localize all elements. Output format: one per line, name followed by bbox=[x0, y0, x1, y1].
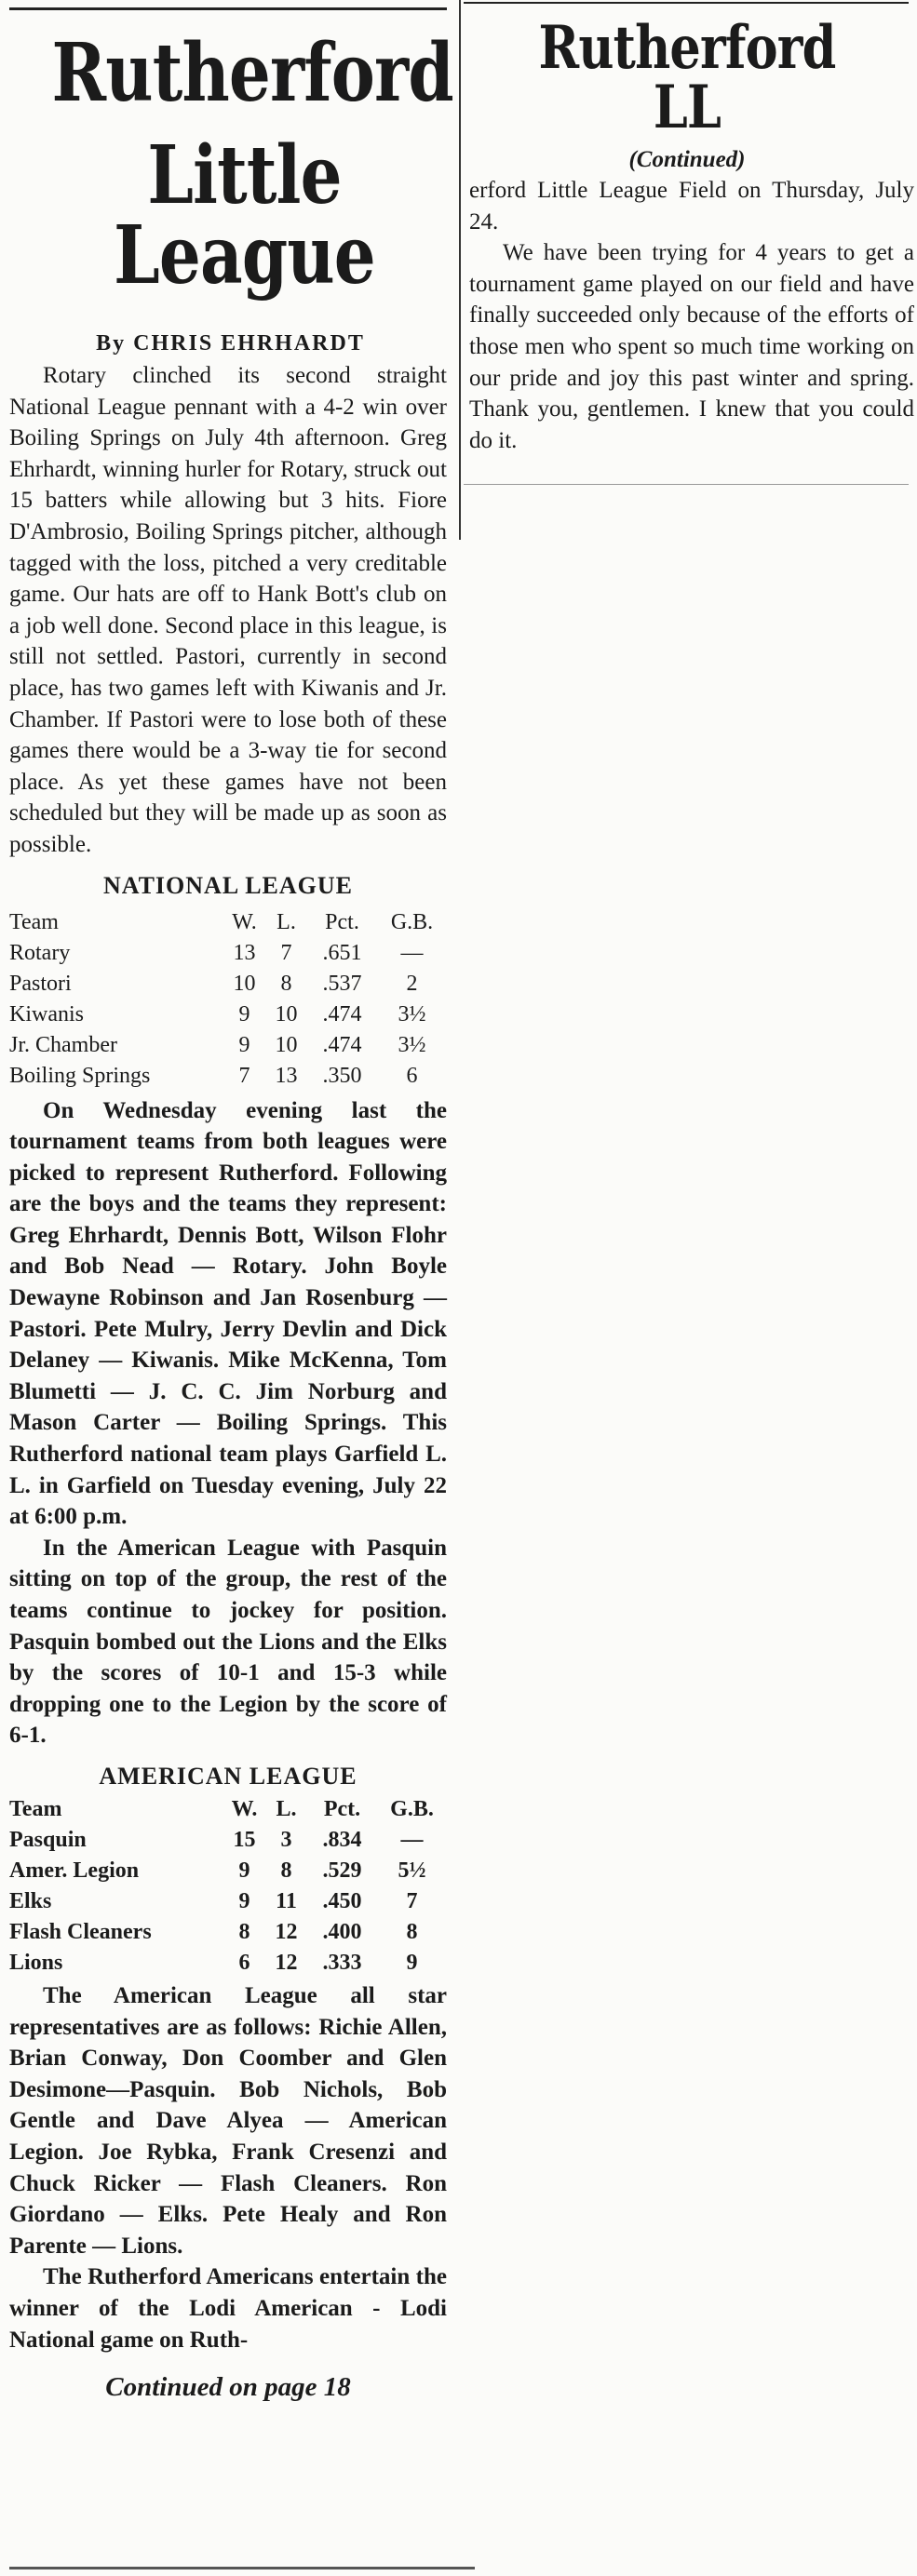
table-row bbox=[9, 969, 447, 1000]
pct: .400 bbox=[322, 1919, 362, 1944]
pct: .834 bbox=[322, 1827, 362, 1852]
team-name: Pasquin bbox=[9, 1827, 87, 1852]
team-name: Lions bbox=[9, 1950, 63, 1975]
wins: 7 bbox=[238, 1063, 250, 1088]
col-gb: G.B. bbox=[390, 909, 434, 934]
bottom-rule bbox=[9, 2567, 475, 2569]
col-pct: Pct. bbox=[323, 1796, 361, 1821]
games-behind: 3½ bbox=[398, 1001, 426, 1026]
table-row bbox=[9, 1061, 447, 1092]
wins: 9 bbox=[238, 1888, 250, 1913]
american-league-table bbox=[9, 1794, 447, 1979]
col-team: Team bbox=[9, 909, 59, 934]
games-behind: 2 bbox=[406, 971, 418, 996]
paragraph-5: The Rutherford Americans entertain the winner of the Lodi American - Lodi National game on Ruth- bbox=[9, 2264, 447, 2353]
pct: .350 bbox=[322, 1063, 362, 1088]
headline-line-1: Rutherford bbox=[51, 26, 453, 120]
headline-line-2: Little League bbox=[114, 128, 375, 302]
continued-headline: Rutherford LL bbox=[538, 13, 836, 142]
games-behind: 6 bbox=[406, 1063, 418, 1088]
pct: .651 bbox=[322, 940, 362, 965]
games-behind: — bbox=[400, 1827, 424, 1852]
left-article bbox=[9, 0, 479, 2403]
col-pct: Pct. bbox=[325, 909, 359, 934]
games-behind: 7 bbox=[406, 1888, 418, 1913]
continued-label: (Continued) bbox=[628, 147, 746, 172]
wins: 13 bbox=[233, 940, 256, 965]
pct: .474 bbox=[322, 1032, 362, 1057]
team-name: Pastori bbox=[9, 971, 72, 996]
pct: .333 bbox=[322, 1950, 362, 1975]
national-league-title: NATIONAL LEAGUE bbox=[102, 871, 354, 899]
team-name: Flash Cleaners bbox=[9, 1919, 152, 1944]
byline: By CHRIS EHRHARDT bbox=[96, 331, 365, 356]
losses: 8 bbox=[280, 971, 292, 996]
wins: 9 bbox=[238, 1032, 250, 1057]
losses: 11 bbox=[276, 1888, 297, 1913]
wins: 15 bbox=[233, 1827, 256, 1852]
continued-on-page: Continued on page 18 bbox=[105, 2372, 351, 2403]
table-header-row bbox=[9, 1794, 447, 1825]
wins: 10 bbox=[233, 971, 256, 996]
right-article bbox=[464, 0, 914, 456]
pct: .450 bbox=[322, 1888, 362, 1913]
team-name: Rotary bbox=[9, 940, 71, 965]
losses: 10 bbox=[275, 1032, 298, 1057]
games-behind: 9 bbox=[406, 1950, 418, 1975]
table-row bbox=[9, 1856, 447, 1886]
losses: 12 bbox=[275, 1919, 298, 1944]
games-behind: 8 bbox=[406, 1919, 418, 1944]
team-name: Amer. Legion bbox=[9, 1858, 140, 1883]
losses: 13 bbox=[275, 1063, 298, 1088]
american-league-title: AMERICAN LEAGUE bbox=[99, 1762, 357, 1790]
games-behind: 5½ bbox=[398, 1858, 426, 1883]
losses: 12 bbox=[275, 1950, 298, 1975]
national-league-table bbox=[9, 907, 447, 1092]
pct: .474 bbox=[322, 1001, 362, 1026]
table-row bbox=[9, 1000, 447, 1030]
losses: 3 bbox=[280, 1827, 292, 1852]
paragraph-3: In the American League with Pasquin sitting on top of the group, the rest of the teams continue to jockey for position. Pasquin bombed out the Lions and the Elks by the scores of 10-1 and 15-3 while dropping one to the Legion by the score of 6-1. bbox=[9, 1535, 447, 1749]
right-paragraph-2: We have been trying for 4 years to get a tournament game played on our field and have finally succeeded only because of the efforts of those men who spent so much time working on our pride and joy this past winter and spring. Thank you, gentlemen. I knew that you could do it. bbox=[469, 240, 914, 453]
team-name: Kiwanis bbox=[9, 1001, 84, 1026]
col-losses: L. bbox=[276, 909, 296, 934]
losses: 10 bbox=[275, 1001, 298, 1026]
paragraph-4: The American League all star representatives are as follows: Richie Allen, Brian Conway, Don Coomber and Glen Desimone—Pasquin. Bob Nichols, Bob Gentle and Dave Alyea — American Legion. Joe Rybka, Frank Cresenzi and Chuck Ricker — Flash Cleaners. Ron Giordano — Elks. Pete Healy and Ron Parente — Lions. bbox=[9, 1982, 447, 2259]
losses: 7 bbox=[280, 940, 292, 965]
right-bottom-rule bbox=[464, 484, 909, 485]
paragraph-2: On Wednesday evening last the tournament teams from both leagues were picked to represent Rutherford. Following are the boys and the teams they represent: Greg Ehrhardt, Dennis Bott, Wilson Flohr and Bob Nead — Rotary. John Boyle Dewayne Robinson and Jan Rosenburg — Pastori. Pete Mulry, Jerry Devlin and Dick Delaney — Kiwanis. Mike McKenna, Tom Blumetti — J. C. C. Jim Norburg and Mason Carter — Boiling Springs. This Rutherford national team plays Garfield L. L. in Garfield on Tuesday evening, July 22 at 6:00 p.m. bbox=[9, 1097, 447, 1530]
team-name: Jr. Chamber bbox=[9, 1032, 117, 1057]
col-gb: G.B. bbox=[390, 1796, 434, 1821]
wins: 9 bbox=[238, 1001, 250, 1026]
col-wins: W. bbox=[232, 909, 257, 934]
pct: .537 bbox=[322, 971, 362, 996]
team-name: Elks bbox=[9, 1888, 52, 1913]
games-behind: 3½ bbox=[398, 1032, 426, 1057]
table-row bbox=[9, 1825, 447, 1856]
table-header-row bbox=[9, 907, 447, 938]
team-name: Boiling Springs bbox=[9, 1063, 151, 1088]
table-row bbox=[9, 1917, 447, 1948]
table-row bbox=[9, 1886, 447, 1917]
col-team: Team bbox=[9, 1796, 62, 1821]
games-behind: — bbox=[400, 940, 424, 965]
table-row bbox=[9, 1948, 447, 1979]
paragraph-1: Rotary clinched its second straight National League pennant with a 4-2 win over Boiling Springs on July 4th afternoon. Greg Ehrhardt, winning hurler for Rotary, struck out 15 batters while allowing but 3 hits. Fiore D'Ambrosio, Boiling Springs pitcher, although tagged with the loss, pitched a very creditable game. Our hats are off to Hank Bott's club on a job well done. Second place in this league, is still not settled. Pastori, currently in second place, has two games left with Kiwanis and Jr. Chamber. If Pastori were to lose both of these games there would be a 3-way tie for second place. As yet these games have not been scheduled but they will be made up as soon as possible. bbox=[9, 363, 447, 857]
losses: 8 bbox=[280, 1858, 292, 1883]
wins: 6 bbox=[238, 1950, 250, 1975]
col-losses: L. bbox=[276, 1796, 297, 1821]
right-paragraph-1: erford Little League Field on Thursday, July 24. bbox=[469, 178, 914, 235]
pct: .529 bbox=[322, 1858, 362, 1883]
wins: 9 bbox=[238, 1858, 250, 1883]
table-row bbox=[9, 1030, 447, 1061]
col-wins: W. bbox=[231, 1796, 258, 1821]
wins: 8 bbox=[238, 1919, 250, 1944]
table-row bbox=[9, 938, 447, 969]
